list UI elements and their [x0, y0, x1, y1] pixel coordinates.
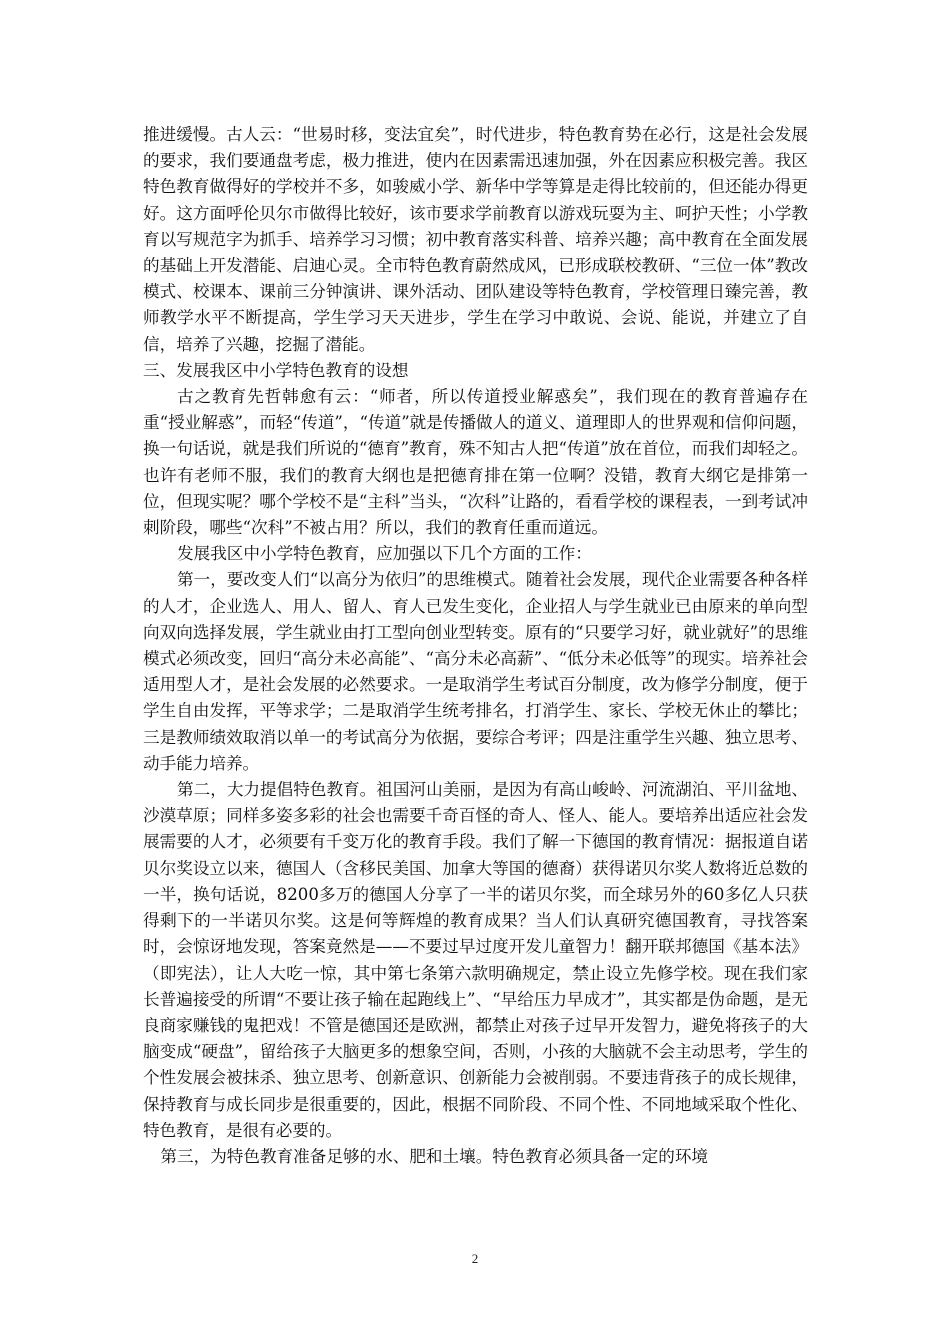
page-number: 2 — [471, 1251, 479, 1266]
paragraph-work-areas: 发展我区中小学特色教育，应加强以下几个方面的工作： — [177, 544, 592, 564]
section-heading: 三、发展我区中小学特色教育的设想 — [143, 360, 409, 380]
paragraph-third-point: 第三，为特色教育准备足够的水、肥和土壤。特色教育必须具备一定的环境 — [160, 1146, 709, 1166]
paragraph-second-point: 第二，大力提倡特色教育。祖国河山美丽，是因为有高山峻岭、河流湖泊、平川盆地、沙漠草原；同样多姿多彩的社会也需要千奇百怪的奇人、怪人、能人。要培养出适应社会发展需要的人才，必须要有千变万化的教育手段。我们了解一下德国的教育情况：据报道自诺贝尔奖设立以来，德国人（含移民美国、加拿大等国的德裔）获得诺贝尔奖人数将近总数的一半，换句话说，8200多万的德国人分享了一半的诺贝尔奖，而全球另外的60多亿人只获得剩下的一半诺贝尔奖。这是何等辉煌的教育成果？当人们认真研究德国教育，寻找答案时，会惊讶地发现，答案竟然是——不要过早过度开发儿童智力！翻开联邦德国《基本法》（即宪法），让人大吃一惊，其中第七条第六款明确规定，禁止设立先修学校。现在我们家长普遍接受的所谓“不要让孩子输在起跑线上”、“早给压力早成才”，其实都是伪命题，是无良商家赚钱的鬼把戏！不管是德国还是欧洲，都禁止对孩子过早开发智力，避免将孩子的大脑变成“硬盘”，留给孩子大脑更多的想象空间，否则，小孩的大脑就不会主动思考，学生的个性发展会被抹杀、独立思考、创新意识、创新能力会被削弱。不要违背孩子的成长规律，保持教育与成长同步是很重要的，因此，根据不同阶段、不同个性、不同地域采取个性化、特色教育，是很有必要的。 — [143, 780, 808, 1140]
body-text — [143, 122, 808, 1170]
paragraph-first-point: 第一，要改变人们“以高分为依归”的思维模式。随着社会发展，现代企业需要各种各样的人才，企业选人、用人、留人、育人已发生变化，企业招人与学生就业已由原来的单向型向双向选择发展，学生就业由打工型向创业型转变。原有的“只要学习好，就业就好”的思维模式必须改变，回归“高分未必高能”、“高分未必高薪”、“低分未必低等”的现实。培养社会适用型人才，是社会发展的必然要求。一是取消学生考试百分制度，改为修学分制度，便于学生自由发挥，平等求学；二是取消学生统考排名，打消学生、家长、学校无休止的攀比；三是教师绩效取消以单一的考试高分为依据，要综合考评；四是注重学生兴趣、独立思考、动手能力培养。 — [143, 570, 808, 773]
paragraph-han-yu: 古之教育先哲韩愈有云：“师者，所以传道授业解惑矣”，我们现在的教育普遍存在重“授业解惑”，而轻“传道”，“传道”就是传播做人的道义、道理即人的世界观和信仰问题，换一句话说，就是我们所说的“德育”教育，殊不知古人把“传道”放在首位，而我们却轻之。也许有老师不服，我们的教育大纲也是把德育排在第一位啊？没错，教育大纲它是排第一位，但现实呢？哪个学校不是“主科”当头，“次科”让路的，看看学校的课程表，一到考试冲刺阶段，哪些“次科”不被占用？所以，我们的教育任重而道远。 — [143, 387, 808, 538]
paragraph-intro: 推进缓慢。古人云：“世易时移，变法宜矣”，时代进步，特色教育势在必行，这是社会发展的要求，我们要通盘考虑，极力推进，使内在因素需迅速加强，外在因素应积极完善。我区特色教育做得好的学校并不多，如骏威小学、新华中学等算是走得比较前的，但还能办得更好。这方面呼伦贝尔市做得比较好，该市要求学前教育以游戏玩耍为主、呵护天性；小学教育以写规范字为抓手、培养学习习惯；初中教育落实科普、培养兴趣；高中教育在全面发展的基础上开发潜能、启迪心灵。全市特色教育蔚然成风，已形成联校教研、“三位一体”教改模式、校课本、课前三分钟演讲、课外活动、团队建设等特色教育，学校管理日臻完善，教师教学水平不断提高，学生学习天天进步，学生在学习中敢说、会说、能说，并建立了自信，培养了兴趣，挖掘了潜能。 — [143, 125, 808, 354]
